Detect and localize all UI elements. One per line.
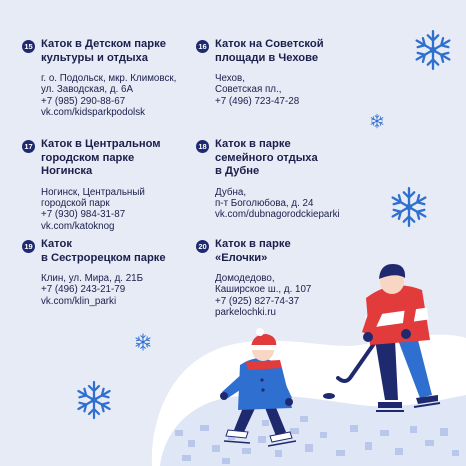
address-line: Каширское ш., д. 107: [215, 284, 312, 296]
rink-details: [41, 73, 202, 119]
rink-details: [215, 73, 376, 107]
address-line: г. о. Подольск, мкр. Климовск,: [41, 73, 177, 84]
phone-number: +7 (930) 984-31-87: [41, 209, 126, 221]
snowflake-icon: [78, 382, 109, 418]
hockey-puck: [323, 393, 335, 399]
website-link[interactable]: parkelochki.ru: [215, 307, 276, 319]
phone-number: +7 (496) 723-47-28: [215, 95, 300, 107]
rink-title: Каток в Детском парке культуры и отдыха: [41, 38, 166, 64]
number-badge: 17: [22, 140, 35, 153]
rink-details: [215, 273, 376, 319]
snowflake-icon: [393, 188, 426, 226]
rink-card-19: [22, 238, 202, 307]
address-line: городской парк: [41, 197, 110, 209]
rink-title: Каток в парке семейного отдыха в Дубне: [215, 138, 318, 177]
rink-card-20: [196, 238, 376, 319]
number-badge: 20: [196, 240, 209, 253]
address-line: п-т Боголюбова, д. 24: [215, 197, 314, 209]
number-badge: 15: [22, 40, 35, 53]
rink-title: Каток на Советской площади в Чехове: [215, 38, 324, 64]
address-line: Клин, ул. Мира, д. 21Б: [41, 273, 144, 284]
phone-number: +7 (496) 243-21-79: [41, 284, 126, 296]
address-line: Советская пл.,: [215, 84, 282, 96]
website-link[interactable]: vk.com/kidsparkpodolsk: [41, 107, 145, 119]
snowflake-icon: [417, 31, 450, 69]
snowflake-icon: [371, 114, 383, 128]
number-badge: 16: [196, 40, 209, 53]
rink-title: Каток в Центральном городском парке Ногинска: [41, 138, 161, 177]
rink-card-18: [196, 138, 376, 221]
number-badge: 19: [22, 240, 35, 253]
rink-details: [41, 187, 202, 233]
rink-card-16: [196, 38, 376, 107]
rink-card-17: [22, 138, 202, 232]
address-line: Ногинск, Центральный: [41, 186, 145, 198]
rink-details: [41, 273, 202, 307]
rink-title: Каток в Сестрорецком парке: [41, 238, 166, 264]
website-link[interactable]: vk.com/dubnagorodckieparki: [215, 209, 340, 221]
rink-details: [215, 187, 376, 221]
address-line: Домодедово,: [215, 273, 275, 284]
rink-card-15: [22, 38, 202, 119]
number-badge: 18: [196, 140, 209, 153]
address-line: ул. Заводская, д. 6А: [41, 84, 133, 96]
rink-title: Каток в парке «Елочки»: [215, 238, 291, 264]
phone-number: +7 (985) 290-88-67: [41, 95, 126, 107]
address-line: Чехов,: [215, 73, 245, 84]
snowflake-icon: [136, 334, 150, 350]
address-line: Дубна,: [215, 186, 247, 198]
website-link[interactable]: vk.com/klin_parki: [41, 295, 117, 307]
phone-number: +7 (925) 827-74-37: [215, 295, 300, 307]
website-link[interactable]: vk.com/katoknog: [41, 220, 115, 232]
